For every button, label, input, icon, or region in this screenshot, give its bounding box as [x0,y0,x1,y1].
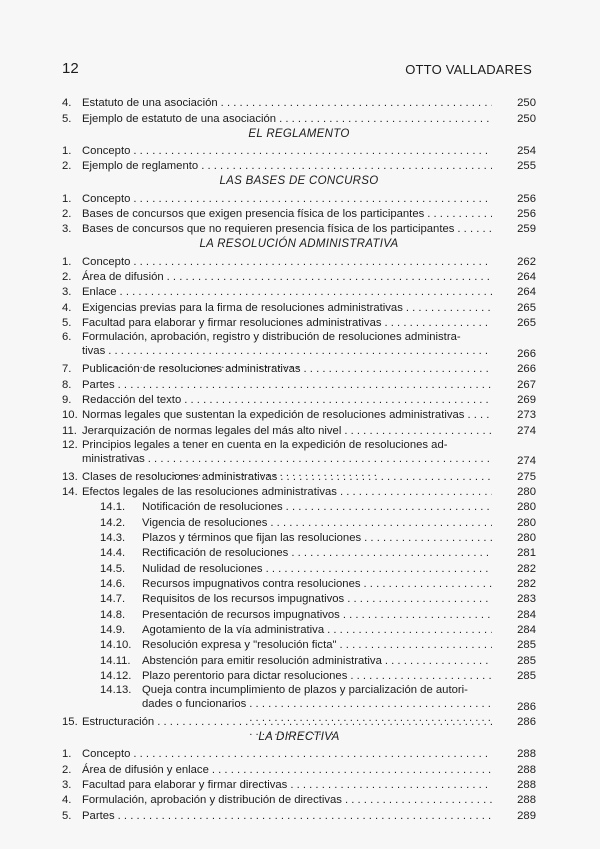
entry-number: 1. [62,748,72,761]
entry-title: Área de difusión y enlace [82,763,209,776]
entry-title: Bases de concursos que exigen presencia física de los participantes [82,208,425,221]
entry-title: Principios legales a tener en cuenta en la expedición de resoluciones ad- [82,438,448,451]
entry-title: Exigencias previas para la firma de resoluciones administrativas [82,301,403,314]
section-heading: LAS BASES DE CONCURSO [219,175,379,188]
entry-title-line2: dades o funcionarios [142,698,247,711]
entry-title: Presentación de recursos impugnativos [142,608,340,621]
dot-leader [263,562,492,576]
entry-number: 8. [62,378,72,391]
entry-page-number: 288 [517,794,536,807]
page-number: 12 [62,60,79,77]
entry-page-number: 254 [517,145,536,158]
entry-number: 14.10. [100,639,132,652]
entry-page-number: 255 [517,160,536,173]
entry-title: Partes [82,809,115,822]
dot-leader [154,715,492,729]
entry-number: 14.1. [100,501,126,514]
entry-title: Jerarquización de normas legales del más alto nivel [82,424,342,437]
entry-number: 3. [62,286,72,299]
toc-entry [62,438,536,469]
entry-title: Notificación de resoluciones [142,501,283,514]
entry-text-wrap [82,715,492,729]
dot-leader [382,654,492,668]
entry-title: Facultad para elaborar y firmar directivas [82,779,288,792]
entry-page-number: 288 [517,779,536,792]
entry-number: 14.2. [100,516,126,529]
entry-number: 14.3. [100,531,126,544]
entry-title: Concepto [82,192,131,205]
entry-number: 2. [62,271,72,284]
toc-entry [62,376,536,391]
dot-leader [324,623,492,637]
entry-title-line2: tivas [82,345,106,358]
toc-entry [62,761,536,776]
entry-page-number: 273 [517,409,536,422]
entry-title: Requisitos de los recursos impugnativos [142,593,345,606]
entry-page-number: 286 [517,700,536,713]
entry-text-wrap [82,747,492,761]
dot-leader [283,500,492,514]
entry-text-wrap [82,159,492,173]
toc-entry [62,807,536,822]
entry-number: 14.13. [100,684,132,697]
toc-subentry [62,683,536,714]
dot-leader [361,577,492,591]
toc-entry [62,777,536,792]
entry-number: 4. [62,794,72,807]
entry-page-number: 280 [517,531,536,544]
entry-title: Vigencia de resoluciones [142,516,268,529]
entry-text-wrap [82,112,492,126]
entry-number: 14.9. [100,624,126,636]
entry-page-number: 259 [517,223,536,236]
toc-entry [62,143,536,158]
dot-leader [115,809,492,823]
entry-text-wrap [142,638,492,652]
entry-text-wrap [142,531,492,545]
entry-number: 1. [62,192,72,205]
entry-number: 14.5. [100,562,126,575]
toc-subentry [62,560,536,575]
entry-text-wrap [82,809,492,823]
toc-entry [62,158,536,173]
dot-leader [403,301,492,315]
entry-number: 14.11. [100,654,131,667]
entry-text-wrap [82,470,492,484]
entry-text-wrap [82,393,492,407]
entry-title: Facultad para elaborar y firmar resoluciones administrativas [82,317,382,330]
entry-page-number: 280 [517,501,536,514]
entry-page-number: 250 [517,112,536,125]
entry-number: 15. [62,716,78,729]
entry-page-number: 274 [517,455,536,468]
entry-text-wrap [142,577,492,591]
entry-page-number: 285 [517,670,536,683]
entry-page-number: 256 [517,208,536,221]
dot-leader [337,638,492,652]
entry-page-number: 289 [517,809,536,822]
dot-leader [340,608,492,622]
entry-title: Concepto [82,145,131,158]
toc-subentry [62,545,536,560]
entry-title: Estatuto de una asociación [82,97,218,110]
entry-page-number: 280 [517,485,536,498]
entry-text-wrap [82,424,492,438]
entry-number: 1. [62,145,72,158]
entry-page-number: 269 [517,393,536,406]
entry-number: 14.7. [100,593,126,606]
entry-number: 14.8. [100,608,126,621]
entry-page-number: 288 [517,763,536,776]
dot-leader [117,285,492,299]
entry-page-number: 275 [517,470,536,483]
entry-text-wrap [82,255,492,269]
dot-leader [115,378,492,392]
entry-number: 2. [62,208,72,221]
dot-leader [267,516,492,530]
toc-entry [62,221,536,236]
entry-text-wrap [82,144,492,158]
entry-title: Efectos legales de las resoluciones administrativas [82,485,337,498]
toc-entry [62,330,536,361]
entry-number: 14. [62,485,78,498]
entry-text-wrap [82,316,492,330]
entry-text-wrap [82,763,492,777]
dot-leader [382,316,493,330]
entry-title: Ejemplo de reglamento [82,160,199,173]
dot-leader [276,112,492,126]
entry-text-wrap [82,301,492,315]
dot-leader [198,159,492,173]
toc-subentry [62,530,536,545]
entry-page-number: 286 [517,716,536,729]
dot-leader [130,144,492,158]
entry-number: 13. [62,470,78,483]
entry-page-number: 284 [517,624,536,636]
toc-subentry [62,668,536,683]
entry-page-number: 281 [517,547,536,560]
entry-text-wrap [142,623,492,637]
toc-subentry [62,591,536,606]
dot-leader [361,531,492,545]
toc-subentry [62,622,536,637]
entry-title: Redacción del texto [82,393,182,406]
entry-title: Ejemplo de estatuto de una asociación [82,112,277,125]
entry-number: 3. [62,223,72,236]
entry-number: 5. [62,112,72,125]
section-heading: LA RESOLUCIÓN ADMINISTRATIVA [199,238,399,251]
toc-entry [62,407,536,422]
entry-number: 4. [62,301,72,314]
entry-text-wrap [82,485,492,499]
entry-page-number: 267 [517,378,536,391]
entry-title: Plazos y términos que fijan las resoluciones [142,531,362,544]
entry-text-wrap [82,793,492,807]
entry-title: Publicación de resoluciones administrativas [82,363,301,376]
entry-title: Enlace [82,286,117,299]
entry-text-wrap [142,592,492,606]
entry-number: 14.6. [100,577,126,590]
entry-page-number: 285 [517,654,536,667]
dot-leader [287,778,492,792]
entry-page-number: 266 [517,347,536,360]
entry-title: Plazo perentorio para dictar resoluciones [142,670,348,683]
section-heading: LA DIRECTIVA [258,731,340,744]
entry-page-number: 265 [517,301,536,314]
entry-number: 3. [62,779,72,792]
entry-number: 7. [62,363,72,376]
entry-page-number: 285 [517,639,536,652]
toc-entry [62,206,536,221]
entry-title: Concepto [82,748,131,761]
entry-title: Recursos impugnativos contra resoluciones [142,577,361,590]
table-of-contents [62,95,536,823]
toc-entry [62,392,536,407]
toc-entry [62,299,536,314]
entry-page-number: 265 [517,317,536,330]
dot-leader [277,470,492,484]
entry-title: Estructuración [82,716,155,729]
toc-subentry [62,514,536,529]
entry-page-number: 282 [517,577,536,590]
entry-number: 14.4. [100,547,126,560]
entry-title: Nulidad de resoluciones [142,562,263,575]
entry-text-wrap [142,546,492,560]
entry-text-wrap [82,408,492,422]
toc-entry [62,269,536,284]
entry-text-wrap [142,654,492,668]
entry-title: Abstención para emitir resolución administrativa [142,654,382,667]
entry-number: 2. [62,763,72,776]
dot-leader [130,747,492,761]
toc-entry [62,792,536,807]
entry-page-number: 264 [517,271,536,284]
entry-page-number: 283 [517,593,536,606]
entry-page-number: 288 [517,748,536,761]
entry-number: 1. [62,255,72,268]
dot-leader [341,424,492,438]
dot-leader [209,763,492,777]
entry-number: 5. [62,809,72,822]
entry-number: 6. [62,331,72,344]
entry-text-wrap [82,222,492,236]
toc-subentry [62,637,536,652]
entry-number: 4. [62,97,72,110]
toc-entry [62,422,536,437]
toc-subentry [62,576,536,591]
entry-text-wrap [82,778,492,792]
entry-number: 14.12. [100,670,132,683]
entry-title: Bases de concursos que no requieren presencia física de los participantes [82,223,455,236]
entry-title: Rectificación de resoluciones [142,547,289,560]
entry-text-wrap [82,378,492,392]
entry-text-wrap [82,270,492,284]
entry-number: 5. [62,317,72,330]
entry-text-wrap [82,96,492,110]
entry-title: Concepto [82,255,131,268]
dot-leader [181,393,492,407]
entry-page-number: 266 [517,363,536,376]
entry-number: 10. [62,409,78,422]
toc-entry [62,315,536,330]
toc-entry [62,714,536,729]
toc-entry [62,468,536,483]
toc-subentry [62,499,536,514]
entry-text-wrap [82,285,492,299]
entry-page-number: 262 [517,255,536,268]
entry-page-number: 264 [517,286,536,299]
dot-leader [164,270,492,284]
dot-leader [344,592,492,606]
entry-title: Queja contra incumplimiento de plazos y parcialización de autori- [142,684,468,697]
entry-text-wrap [82,192,492,206]
entry-page-number: 280 [517,516,536,529]
toc-entry [62,361,536,376]
toc-subentry [62,606,536,621]
entry-title: Normas legales que sustentan la expedición de resoluciones administrativas [82,409,465,422]
dot-leader [130,192,492,206]
entry-text-wrap [142,516,492,530]
entry-title-line2: ministrativas [82,452,145,465]
toc-entry [62,284,536,299]
entry-number: 9. [62,393,72,406]
dot-leader [347,669,492,683]
dot-leader [288,546,492,560]
dot-leader [424,207,492,221]
dot-leader [301,362,492,376]
entry-title: Clases de resoluciones administrativas [82,470,278,483]
toc-entry [62,484,536,499]
entry-page-number: 250 [517,97,536,110]
entry-text-wrap [82,362,492,376]
entry-title: Agotamiento de la vía administrativa [142,624,325,636]
dot-leader [454,222,492,236]
entry-page-number: 256 [517,192,536,205]
dot-leader [337,485,492,499]
toc-entry [62,190,536,205]
section-heading: EL REGLAMENTO [248,127,350,140]
dot-leader [218,96,492,110]
entry-title: Formulación, aprobación y distribución de directivas [82,794,342,807]
entry-text-wrap [142,608,492,622]
entry-page-number: 282 [517,562,536,575]
dot-leader [342,793,492,807]
entry-text-wrap [142,562,492,576]
dot-leader [130,255,492,269]
toc-entry [62,253,536,268]
entry-number: 12. [62,438,78,451]
entry-text-wrap [142,669,492,683]
entry-number: 2. [62,160,72,173]
entry-title: Partes [82,378,115,391]
dot-leader [464,408,492,422]
toc-entry [62,95,536,110]
entry-title: Resolución expresa y "resolución ficta" [142,639,337,652]
entry-number: 11. [62,424,77,437]
entry-title: Área de difusión [82,271,164,284]
entry-text-wrap [82,207,492,221]
entry-page-number: 274 [517,424,536,437]
running-header-author: OTTO VALLADARES [405,62,532,77]
entry-page-number: 284 [517,608,536,621]
toc-entry [62,746,536,761]
entry-text-wrap [142,500,492,514]
entry-title: Formulación, aprobación, registro y distribución de resoluciones administra- [82,331,461,344]
toc-entry [62,110,536,125]
toc-subentry [62,652,536,667]
